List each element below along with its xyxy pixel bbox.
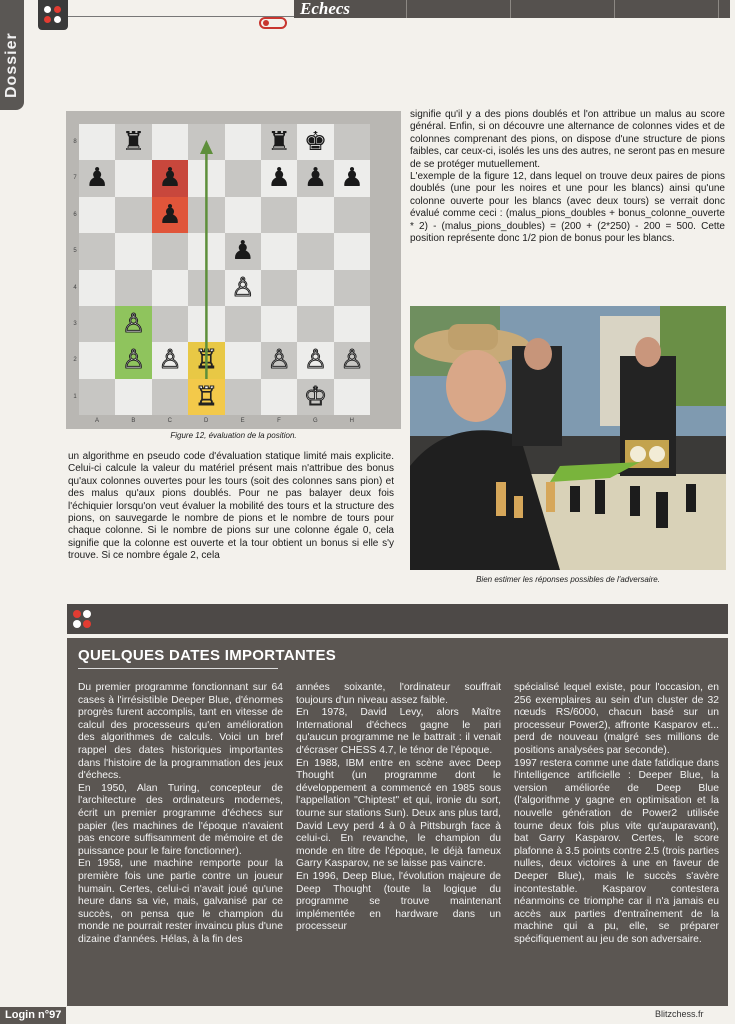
box-paragraph: 1997 restera comme une date fatidique dans l'intelligence artificielle : Deeper Blue, la version améliorée de Deep Blue (l'algorithme y gagne en optimisation et la nouvelle génération de Power2 utilisée tourne deux fois plus vite qu'auparavant), bat Garry Kasparov. Certes, le score plafonne à 3.5 points contre 2.5 (trois parties nulles, deux victoires à une en faveur de Deeper Blue), mais le succès s'avère incontestable. Kasparov contestera néanmoins ce triomphe car il n'a jamais eu accès aux parties d'entraînement de la machine qui a pu, elle, se préparer spécifiquement au jeu de son adversaire. [514,757,719,945]
rank-label: 8 [73,139,77,145]
chess-piece-icon: ♖ [194,345,219,376]
rank-label: 2 [73,357,77,364]
rank-label: 5 [73,248,77,255]
chess-piece-icon: ♙ [158,345,182,376]
chess-piece-icon: ♜ [267,127,291,157]
box-header-bar [67,604,728,634]
file-label: G [313,418,318,424]
box-paragraph: En 1988, IBM entre en scène avec Deep Thought (un programme dont le développement a commencé en 1985 sous l'appellation "Chiptest" et qui, ironie du sort, tourne sur stations Sun). Deux ans plus tard, David Levy perd 4 à 0 à Pittsburgh face à celui-ci. En revanche, le champion du monde en titre de l'époque, le déjà fameux Garry Kasparov, ne se laisse pas vaincre. [296,757,501,870]
section-title-bar [294,0,730,18]
chess-piece-icon: ♟ [267,163,291,194]
dates-box-column-1 [78,682,283,946]
section-tab [0,0,24,110]
chess-piece-icon: ♖ [194,381,219,412]
file-label: H [349,418,354,424]
chess-piece-icon: ♙ [121,309,146,339]
box-paragraph: En 1958, une machine remporte pour la première fois une partie contre un joueur humain. Certes, celui-ci n'avait joué qu'une heure dans sa vie, mais, galvanisé par ce succès, on pensa que le champion du monde ne pourrait rester invaincu plus d'une dizaine d'années. Hélas, à la fin des [78,858,283,945]
chess-piece-icon: ♟ [158,163,182,194]
file-label: C [167,418,172,424]
chess-player-photo [410,306,726,570]
chess-piece-icon: ♟ [85,163,109,194]
box-logo-icon [69,606,95,632]
chess-piece-icon: ♙ [121,345,146,376]
chess-piece-icon: ♙ [267,345,291,376]
rank-label: 7 [73,175,77,182]
figure-12-caption: Figure 12, évaluation de la position. [170,431,297,440]
dates-box-title: QUELQUES DATES IMPORTANTES [78,647,337,664]
rank-label: 3 [73,321,77,327]
photo-caption: Bien estimer les réponses possibles de l'adversaire. [476,575,660,584]
issue-number: Login n°97 [5,1009,62,1021]
toggle-icon [259,17,287,29]
source-credit: Blitzchess.fr [655,1009,704,1019]
box-paragraph: années soixante, l'ordinateur souffrait toujours d'un niveau assez faible. [296,682,501,706]
chess-piece-icon: ♙ [303,345,328,376]
box-paragraph: En 1978, David Levy, alors Maître International d'échecs gagne le pari qu'aucun programme ne le battrait : il venait d'écraser CHESS 4.7, le ténor de l'époque. [296,707,501,756]
article-right-column [410,109,725,245]
dates-box-column-2 [296,682,501,934]
file-label: B [131,418,136,424]
magazine-logo-icon [38,0,68,30]
box-paragraph: Du premier programme fonctionnant sur 64 cases à l'irrésistible Deeper Blue, d'énormes progrès furent accomplis, tant en vitesse de calcul des processeurs qu'en amélioration des algorithmes de calculs. Voici un bref rappel des dates historiques importantes dans l'histoire de la programmation des jeux d'échecs. [78,682,283,782]
chess-piece-icon: ♜ [121,127,146,157]
rank-label: 6 [73,211,77,218]
file-label: A [94,418,99,424]
chess-piece-icon: ♚ [303,127,328,157]
article-right-paragraph-1: signifie qu'il y a des pions doublés et l'on attribue un malus au score général. Enfin, si on découvre une alternance de colonnes vides et de colonnes comprenant des pions, on dispose d'une structure de pions faibles, car ceux-ci, isolés les uns des autres, ne seront pas en mesure de se protéger mutuellement. [410,109,725,170]
chess-piece-icon: ♙ [231,272,255,303]
dates-box-column-3 [514,682,719,946]
header-rule [68,0,298,17]
section-title: Echecs [300,0,351,18]
file-label: D [204,418,209,424]
chess-piece-icon: ♟ [158,199,182,230]
dates-box-title-rule [78,668,278,669]
article-right-paragraph-2: L'exemple de la figure 12, dans lequel on trouve deux paires de pions doublés (une pour les noires et une pour les blancs) ainsi qu'une colonne ouverte pour les blancs (avec deux tours) se verrait donc évalué comme ceci : (malus_pions_doubles + bonus_colonne_ouverte * 2) - (malus_pions_doubles) = (200 + (2*250) - 200 = 500. Cette position représente donc 1/2 pion de bonus pour les blancs. [410,171,725,245]
box-paragraph: En 1996, Deep Blue, l'évolution majeure de Deep Thought (toute la logique du programme se trouve maintenant implémentée en hardware dans un processeur [296,870,501,933]
section-tab-label: Dossier [3,32,20,98]
article-left-column: un algorithme en pseudo code d'évaluation statique limité mais explicite. Celui-ci calcule la valeur du matériel présent mais n'attribue des bonus qu'aux colonnes ouvertes pour les tours (soit des colonnes sans pion) et des malus qu'aux pions doublés. Pour ne pas balayer deux fois l'échiquier lorsqu'on veut évaluer la mobilité des tours et la structure des pions, on sauvegarde le nombre de pions et le nombre de tours pour chaque colonne. Si le nombre de pions sur une colonne égale 0, cela signifie que la colonne est ouverte et la tour obtient un bonus si elle s'y trouve. Si ce nombre égale 2, cela [68,451,394,562]
chess-piece-icon: ♟ [303,163,328,194]
box-paragraph: spécialisé lequel existe, pour l'occasion, en 256 exemplaires au sein d'un cluster de 32 nœuds RS/6000, chacun basé sur un processeur Power2), affronte Kasparov et... perd de nouveau (malgré ses millions de positions analysées par seconde). [514,682,719,756]
file-label: F [277,418,281,424]
file-label: E [240,418,245,424]
issue-footer [0,1007,66,1024]
chess-piece-icon: ♙ [340,345,364,376]
move-arrow [79,124,370,415]
rank-label: 1 [73,393,77,400]
chess-piece-icon: ♟ [340,163,364,194]
rank-label: 4 [73,284,77,291]
box-paragraph: En 1950, Alan Turing, concepteur de l'architecture des ordinateurs modernes, écrit un premier programme d'échecs sur papier (les machines de l'époque n'avaient pas encore suffisamment de mémoire et de puissance pour le faire fonctionner). [78,782,283,857]
chess-piece-icon: ♔ [303,381,328,412]
chess-piece-icon: ♟ [231,236,255,267]
